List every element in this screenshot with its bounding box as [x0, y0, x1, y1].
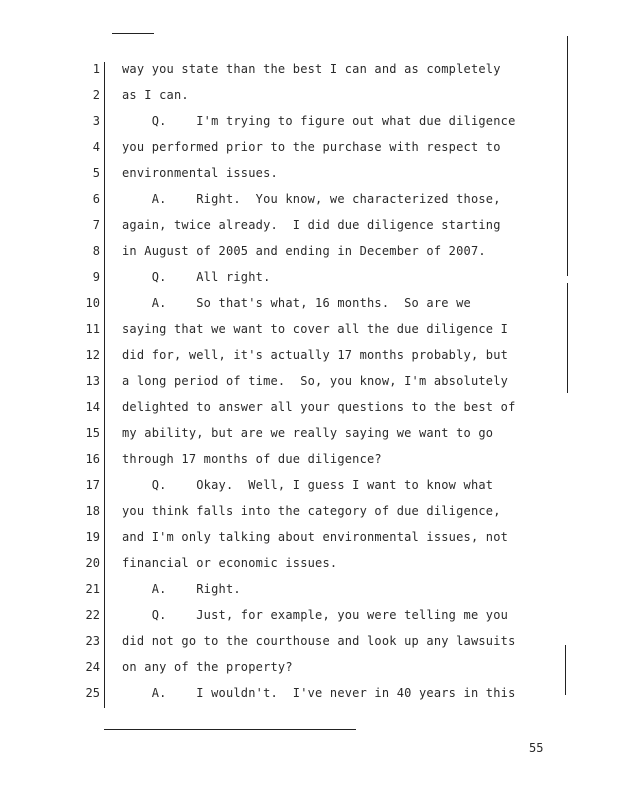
line-text: through 17 months of due diligence? — [122, 452, 382, 466]
line-text: in August of 2005 and ending in December of 2007. — [122, 244, 486, 258]
transcript-line — [0, 630, 618, 656]
line-number: 25 — [85, 686, 100, 700]
line-text: Q. Just, for example, you were telling me you — [122, 608, 509, 622]
transcript-line — [0, 110, 618, 136]
transcript-line — [0, 214, 618, 240]
line-text: financial or economic issues. — [122, 556, 338, 570]
transcript-line — [0, 552, 618, 578]
transcript-line — [0, 396, 618, 422]
line-text: A. Right. You know, we characterized those, — [122, 192, 501, 206]
line-text: as I can. — [122, 88, 189, 102]
line-text: did not go to the courthouse and look up any lawsuits — [122, 634, 516, 648]
transcript-line — [0, 318, 618, 344]
line-number: 22 — [85, 608, 100, 622]
line-number: 13 — [85, 374, 100, 388]
transcript-line — [0, 58, 618, 84]
line-text: A. I wouldn't. I've never in 40 years in this — [122, 686, 516, 700]
transcript-line — [0, 84, 618, 110]
transcript-line — [0, 188, 618, 214]
transcript-line — [0, 162, 618, 188]
line-text: Q. I'm trying to figure out what due diligence — [122, 114, 516, 128]
line-text: you performed prior to the purchase with respect to — [122, 140, 501, 154]
bottom-rule — [104, 729, 356, 730]
transcript-line — [0, 292, 618, 318]
line-text: Q. All right. — [122, 270, 271, 284]
transcript-line — [0, 266, 618, 292]
transcript-line — [0, 136, 618, 162]
line-number: 7 — [92, 218, 100, 232]
line-text: and I'm only talking about environmental issues, not — [122, 530, 509, 544]
top-rule — [112, 33, 154, 34]
line-text: a long period of time. So, you know, I'm absolutely — [122, 374, 509, 388]
line-text: you think falls into the category of due diligence, — [122, 504, 501, 518]
line-text: did for, well, it's actually 17 months probably, but — [122, 348, 509, 362]
transcript-line — [0, 422, 618, 448]
line-number: 12 — [85, 348, 100, 362]
transcript-line — [0, 370, 618, 396]
line-text: saying that we want to cover all the due diligence I — [122, 322, 509, 336]
line-number: 17 — [85, 478, 100, 492]
transcript-line — [0, 344, 618, 370]
line-text: Q. Okay. Well, I guess I want to know what — [122, 478, 494, 492]
line-number: 16 — [85, 452, 100, 466]
transcript-line — [0, 682, 618, 708]
transcript-line — [0, 578, 618, 604]
line-number: 1 — [92, 62, 100, 76]
line-number: 15 — [85, 426, 100, 440]
transcript-line — [0, 474, 618, 500]
line-number: 20 — [85, 556, 100, 570]
line-text: on any of the property? — [122, 660, 293, 674]
line-text: A. So that's what, 16 months. So are we — [122, 296, 471, 310]
line-number: 5 — [92, 166, 100, 180]
transcript-line — [0, 240, 618, 266]
transcript-line — [0, 500, 618, 526]
line-number: 2 — [92, 88, 100, 102]
line-number: 8 — [92, 244, 100, 258]
line-text: again, twice already. I did due diligence starting — [122, 218, 501, 232]
line-text: environmental issues. — [122, 166, 278, 180]
transcript-line — [0, 526, 618, 552]
transcript-lines — [0, 58, 618, 708]
transcript-line — [0, 604, 618, 630]
line-number: 11 — [85, 322, 100, 336]
line-number: 21 — [85, 582, 100, 596]
line-number: 10 — [85, 296, 100, 310]
page-number: 55 — [529, 741, 544, 755]
line-number: 18 — [85, 504, 100, 518]
transcript-line — [0, 656, 618, 682]
line-number: 24 — [85, 660, 100, 674]
line-text: delighted to answer all your questions to the best of — [122, 400, 516, 414]
line-number: 19 — [85, 530, 100, 544]
line-number: 14 — [85, 400, 100, 414]
line-number: 6 — [92, 192, 100, 206]
line-text: my ability, but are we really saying we want to go — [122, 426, 494, 440]
line-number: 3 — [92, 114, 100, 128]
line-text: way you state than the best I can and as completely — [122, 62, 501, 76]
line-number: 23 — [85, 634, 100, 648]
line-text: A. Right. — [122, 582, 241, 596]
line-number: 9 — [92, 270, 100, 284]
line-number: 4 — [92, 140, 100, 154]
transcript-line — [0, 448, 618, 474]
